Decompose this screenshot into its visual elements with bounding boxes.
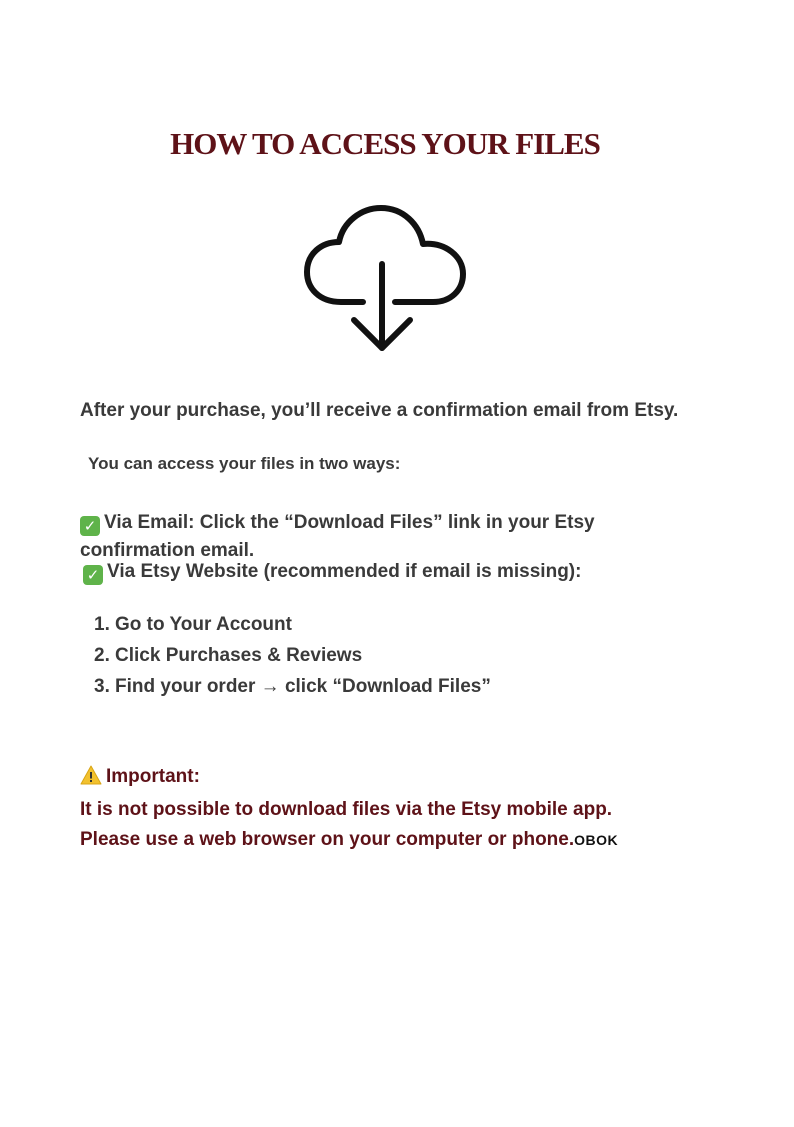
note-line-1: It is not possible to download files via the Etsy mobile app. <box>80 799 613 820</box>
option-website <box>83 561 581 585</box>
step-number: 3. <box>94 676 110 697</box>
warning-icon <box>80 765 102 785</box>
access-ways-text: You can access your files in two ways: <box>88 454 401 473</box>
step-text: Go to Your Account <box>115 614 292 635</box>
important-heading <box>80 765 200 788</box>
check-mark-icon: ✓ <box>80 516 100 536</box>
list-item <box>94 611 491 642</box>
important-note <box>80 795 618 855</box>
step-text: Click Purchases & Reviews <box>115 645 363 666</box>
cloud-download-icon <box>301 202 471 358</box>
important-label: Important: <box>106 766 200 787</box>
page-title: HOW TO ACCESS YOUR FILES <box>170 126 600 161</box>
option-email-text: Via Email: Click the “Download Files” link in your Etsy confirmation email. <box>80 512 595 561</box>
list-item <box>94 673 491 704</box>
note-line-2: Please use a web browser on your computer or phone. <box>80 829 575 850</box>
list-item <box>94 642 491 673</box>
step-number: 2. <box>94 645 110 666</box>
check-mark-icon: ✓ <box>83 565 103 585</box>
option-email <box>80 509 600 565</box>
step-text: Find your order → click “Download Files” <box>115 676 491 697</box>
obok-suffix: OBOK <box>574 832 619 848</box>
step-number: 1. <box>94 614 110 635</box>
steps-list <box>94 611 491 704</box>
intro-text: After your purchase, you’ll receive a confirmation email from Etsy. <box>80 400 679 421</box>
option-website-text: Via Etsy Website (recommended if email is missing): <box>107 561 582 582</box>
